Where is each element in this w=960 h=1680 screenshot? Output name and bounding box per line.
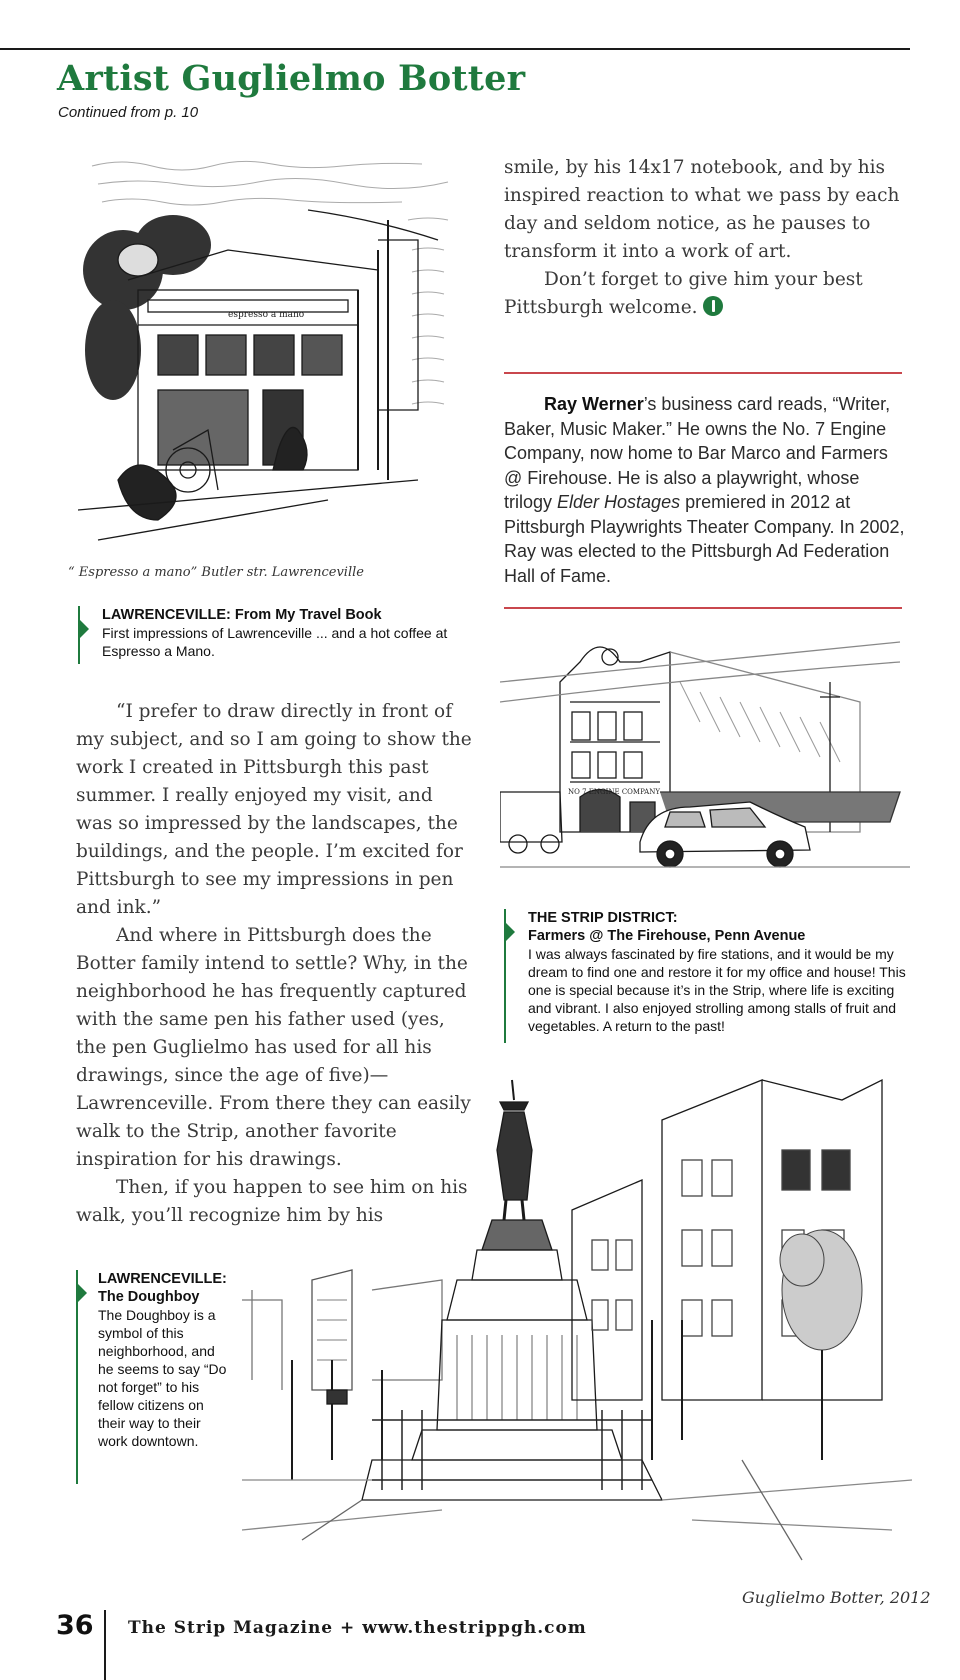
sketch-firehouse-strip-district [500, 622, 910, 904]
bio-text-2: premiered in 2012 at Pittsburgh Playwrights Theater Company. In 2002, Ray was elected to the Pittsburgh Ad Federation Hall of Fame. [504, 492, 905, 586]
caption-strip-district [504, 909, 910, 1043]
footer-publication: The Strip Magazine + www.thestrippgh.com [128, 1618, 587, 1638]
bio-top-rule [504, 372, 902, 374]
left-paragraph-3: Then, if you happen to see him on his walk, you’ll recognize him by his [76, 1177, 468, 1226]
caption2-text: I was always fascinated by fire stations, and it would be my dream to find one and restore it for my office and house! This one is special because it’s in the Strip, where life is exciting and vibrant. I also enjoyed strolling among stalls of fruit and vegetables. A return to the past! [528, 946, 906, 1034]
top-rule [0, 48, 910, 50]
bio-play-title: Elder Hostages [557, 492, 681, 512]
caption-arrow-icon [78, 1284, 87, 1302]
bio-name: Ray Werner [544, 394, 644, 414]
caption-arrow-icon [80, 620, 89, 638]
right-paragraph-2-text: Don’t forget to give him your best Pittsburgh welcome. [504, 269, 863, 318]
left-paragraph-1: “I prefer to draw directly in front of my subject, and so I am going to show the work I created in Pittsburgh this past summer. I really enjoyed my visit, and was so impressed by the landscapes, the buildings, and the people. I’m excited for Pittsburgh to see my impressions in pen and ink.” [76, 701, 472, 918]
caption2-subheading: Farmers @ The Firehouse, Penn Avenue [528, 928, 806, 944]
caption-bar [76, 1270, 78, 1484]
caption-arrow-icon [506, 923, 515, 941]
sketch-doughboy-monument [242, 1060, 912, 1580]
right-paragraph-1: smile, by his 14x17 notebook, and by his inspired reaction to what we pass by each day and seldom notice, as he pauses to transform it into a work of art. [504, 157, 900, 262]
end-of-story-icon [703, 296, 723, 316]
page-number: 36 [56, 1610, 94, 1641]
caption1-heading: LAWRENCEVILLE: From My Travel Book [102, 607, 382, 623]
continued-note: Continued from p. 10 [58, 104, 199, 121]
sketch1-sign: espresso a mano [228, 310, 305, 320]
right-column-text [504, 154, 910, 322]
left-paragraph-2: And where in Pittsburgh does the Botter family intend to settle? Why, in the neighborhood he has frequently captured with the same pen his father used (yes, the pen Guglielmo has used for all his drawings, since the age of five)—Lawrenceville. From there they can easily walk to the Strip, another favorite inspiration for his drawings. [76, 925, 471, 1170]
caption1-text: First impressions of Lawrenceville ... and a hot coffee at Espresso a Mano. [102, 625, 448, 659]
caption3-heading-line1: LAWRENCEVILLE: [98, 1271, 227, 1287]
sketch1-inscription: “ Espresso a mano” Butler str. Lawrenceville [68, 565, 364, 580]
bio-ray-werner [504, 392, 910, 588]
right-paragraph-2 [504, 266, 910, 322]
caption-lawrenceville-travel-book [78, 606, 468, 664]
artist-signature: Guglielmo Botter, 2012 [742, 1588, 931, 1607]
sketch2-sign: NO 7 ENGINE COMPANY [568, 788, 660, 796]
footer-divider [104, 1610, 106, 1680]
article-title: Artist Guglielmo Botter [57, 58, 526, 99]
sketch-espresso-a-mano [68, 150, 468, 590]
caption-doughboy [76, 1270, 228, 1484]
caption3-heading-line2: The Doughboy [98, 1289, 200, 1305]
caption3-text: The Doughboy is a symbol of this neighborhood, and he seems to say “Do not forget” to his fellow citizens on their way to their work downtown. [98, 1307, 227, 1449]
caption2-heading: THE STRIP DISTRICT: [528, 910, 678, 926]
bio-text-1: ’s business card reads, “Writer, Baker, Music Maker.” He owns the No. 7 Engine Company, now home to Bar Marco and Farmers @ Firehouse. He is also a playwright, whose trilogy [504, 394, 891, 512]
bio-bottom-rule [504, 607, 902, 609]
